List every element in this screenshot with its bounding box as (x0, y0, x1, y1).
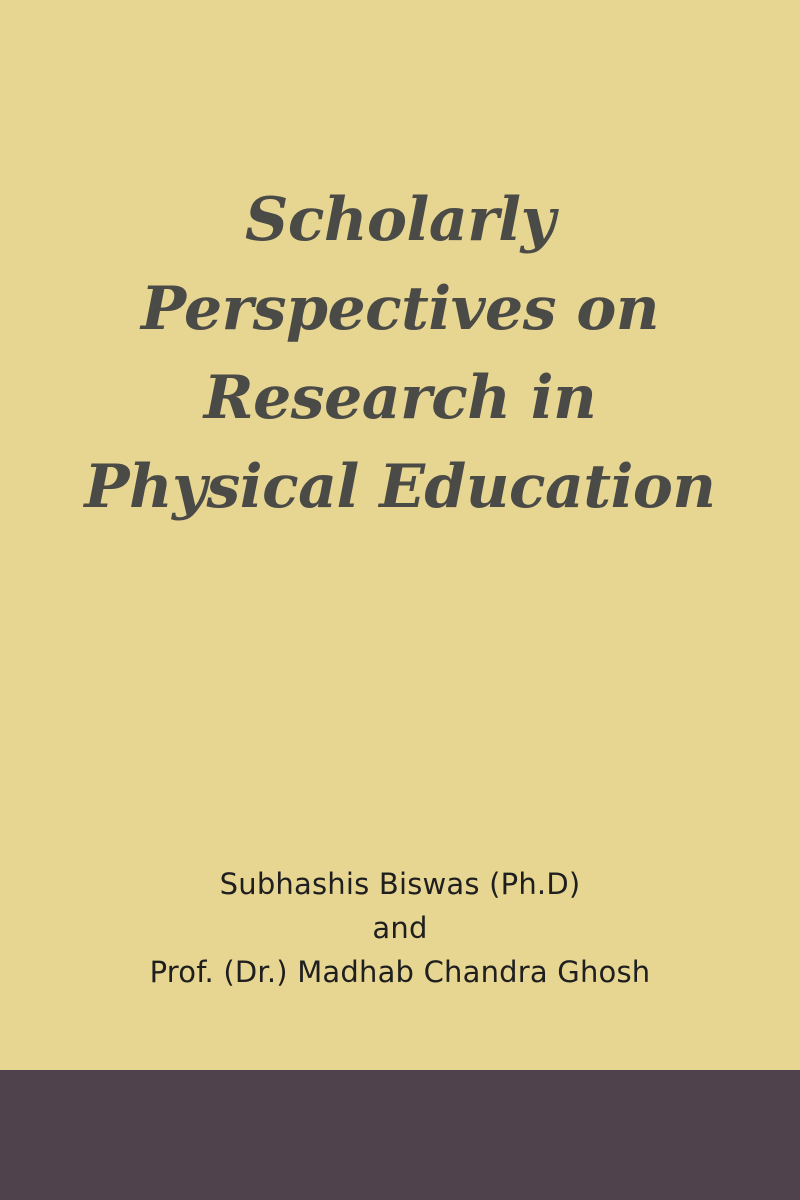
author-secondary: Prof. (Dr.) Madhab Chandra Ghosh (149, 955, 651, 989)
book-title (0, 176, 800, 532)
title-line-3: Research in (203, 363, 597, 433)
author-primary: Subhashis Biswas (Ph.D) (219, 867, 581, 901)
bottom-color-band (0, 1070, 800, 1200)
title-line-4: Physical Education (84, 452, 716, 522)
author-credits (0, 862, 800, 994)
author-conjunction: and (372, 911, 428, 945)
title-line-2: Perspectives on (140, 274, 660, 344)
title-line-1: Scholarly (245, 185, 555, 255)
